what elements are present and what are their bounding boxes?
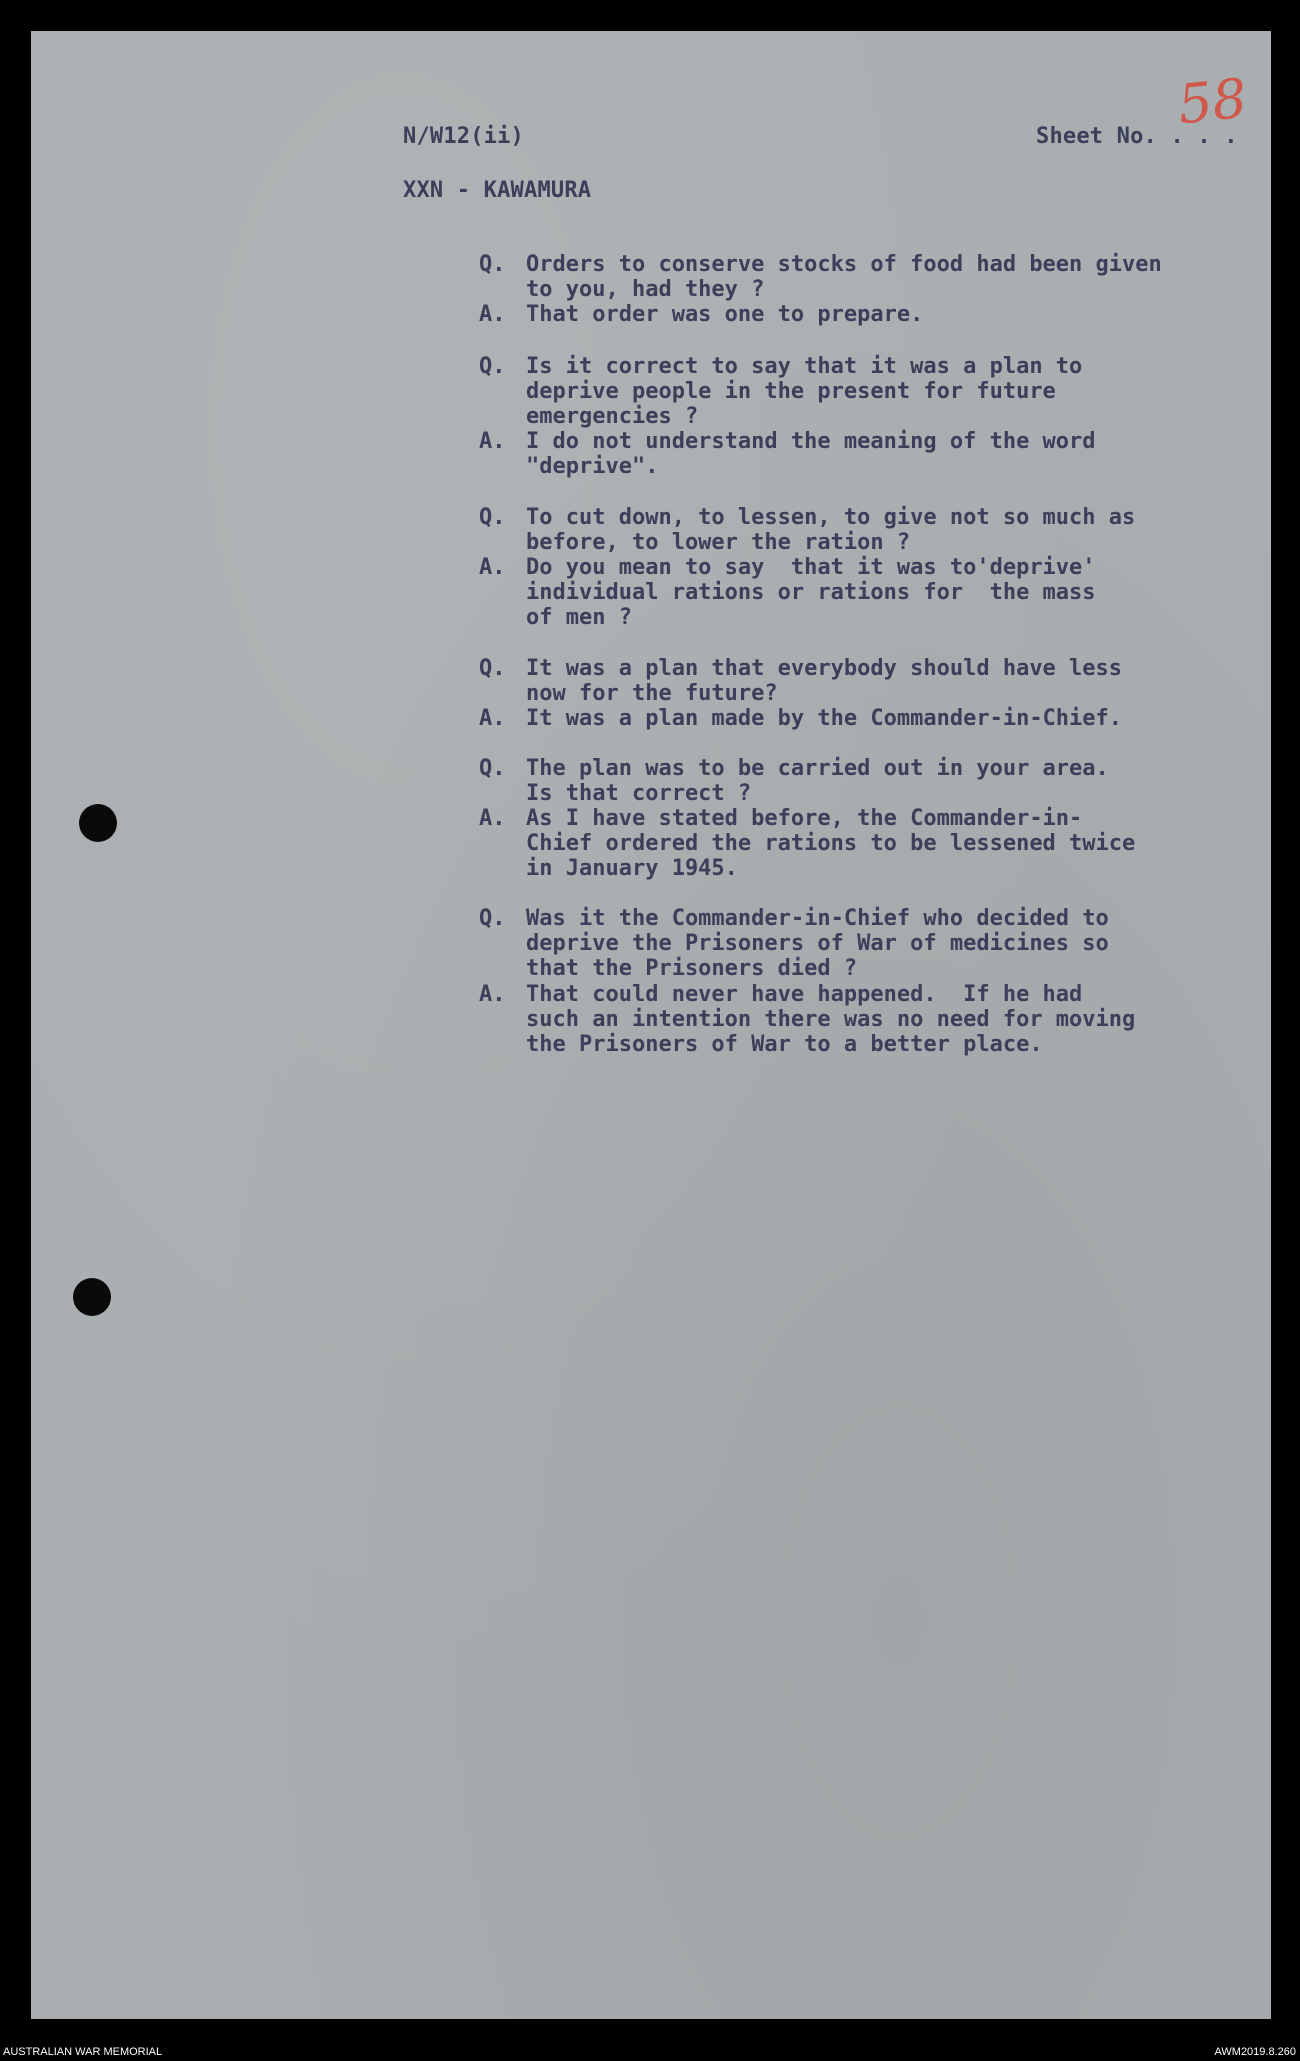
qa-line: before, to lower the ration ?	[526, 530, 911, 555]
qa-entry	[479, 756, 1259, 806]
qa-entry	[479, 706, 1259, 731]
qa-marker: Q.	[479, 656, 506, 681]
qa-marker: A.	[479, 706, 506, 731]
sheet-label: Sheet No. . . .	[1036, 124, 1238, 149]
qa-line: The plan was to be carried out in your area.	[526, 756, 1109, 781]
qa-marker: A.	[479, 302, 506, 327]
qa-line: deprive people in the present for future	[526, 379, 1056, 404]
qa-line: of men ?	[526, 605, 632, 630]
qa-line: As I have stated before, the Commander-in-	[526, 806, 1083, 831]
archive-credit: AUSTRALIAN WAR MEMORIAL	[3, 2046, 163, 2058]
qa-line: Is it correct to say that it was a plan to	[526, 354, 1083, 379]
qa-line: such an intention there was no need for moving	[526, 1007, 1136, 1032]
qa-entry	[479, 354, 1259, 429]
qa-line: individual rations or rations for the mass	[526, 580, 1096, 605]
qa-line: now for the future?	[526, 681, 778, 706]
qa-marker: A.	[479, 555, 506, 580]
punch-hole	[79, 804, 117, 842]
qa-line: in January 1945.	[526, 856, 738, 881]
qa-marker: Q.	[479, 354, 506, 379]
qa-line: "deprive".	[526, 454, 659, 479]
qa-marker: Q.	[479, 756, 506, 781]
qa-line: Do you mean to say that it was to'deprive'	[526, 555, 1096, 580]
witness-heading: XXN - KAWAMURA	[403, 178, 592, 203]
qa-marker: Q.	[479, 252, 506, 277]
handwritten-sheet-number: 58	[1174, 66, 1250, 137]
qa-line: Orders to conserve stocks of food had been given	[526, 252, 1162, 277]
qa-line: That order was one to prepare.	[526, 302, 924, 327]
qa-entry	[479, 429, 1259, 479]
archive-id: AWM2019.8.260	[1214, 2046, 1296, 2058]
qa-line: to you, had they ?	[526, 277, 765, 302]
qa-marker: A.	[479, 429, 506, 454]
punch-hole	[73, 1278, 111, 1316]
qa-entry	[479, 656, 1259, 706]
qa-line: It was a plan made by the Commander-in-Chief.	[526, 706, 1123, 731]
qa-marker: A.	[479, 982, 506, 1007]
qa-marker: Q.	[479, 906, 506, 931]
qa-line: that the Prisoners died ?	[526, 956, 858, 981]
qa-line: To cut down, to lessen, to give not so much as	[526, 505, 1136, 530]
qa-entry	[479, 302, 1259, 327]
qa-entry	[479, 555, 1259, 630]
qa-entry	[479, 806, 1259, 881]
qa-line: Is that correct ?	[526, 781, 752, 806]
qa-entry	[479, 982, 1259, 1057]
qa-marker: A.	[479, 806, 506, 831]
qa-line: Chief ordered the rations to be lessened twice	[526, 831, 1136, 856]
qa-entry	[479, 252, 1259, 302]
qa-line: Was it the Commander-in-Chief who decided to	[526, 906, 1109, 931]
qa-line: the Prisoners of War to a better place.	[526, 1032, 1043, 1057]
qa-marker: Q.	[479, 505, 506, 530]
qa-entry	[479, 906, 1259, 981]
qa-line: It was a plan that everybody should have less	[526, 656, 1123, 681]
qa-line: That could never have happened. If he had	[526, 982, 1083, 1007]
qa-line: I do not understand the meaning of the word	[526, 429, 1096, 454]
qa-entry	[479, 505, 1259, 555]
qa-line: emergencies ?	[526, 404, 699, 429]
qa-line: deprive the Prisoners of War of medicines so	[526, 931, 1109, 956]
file-reference: N/W12(ii)	[403, 124, 525, 149]
